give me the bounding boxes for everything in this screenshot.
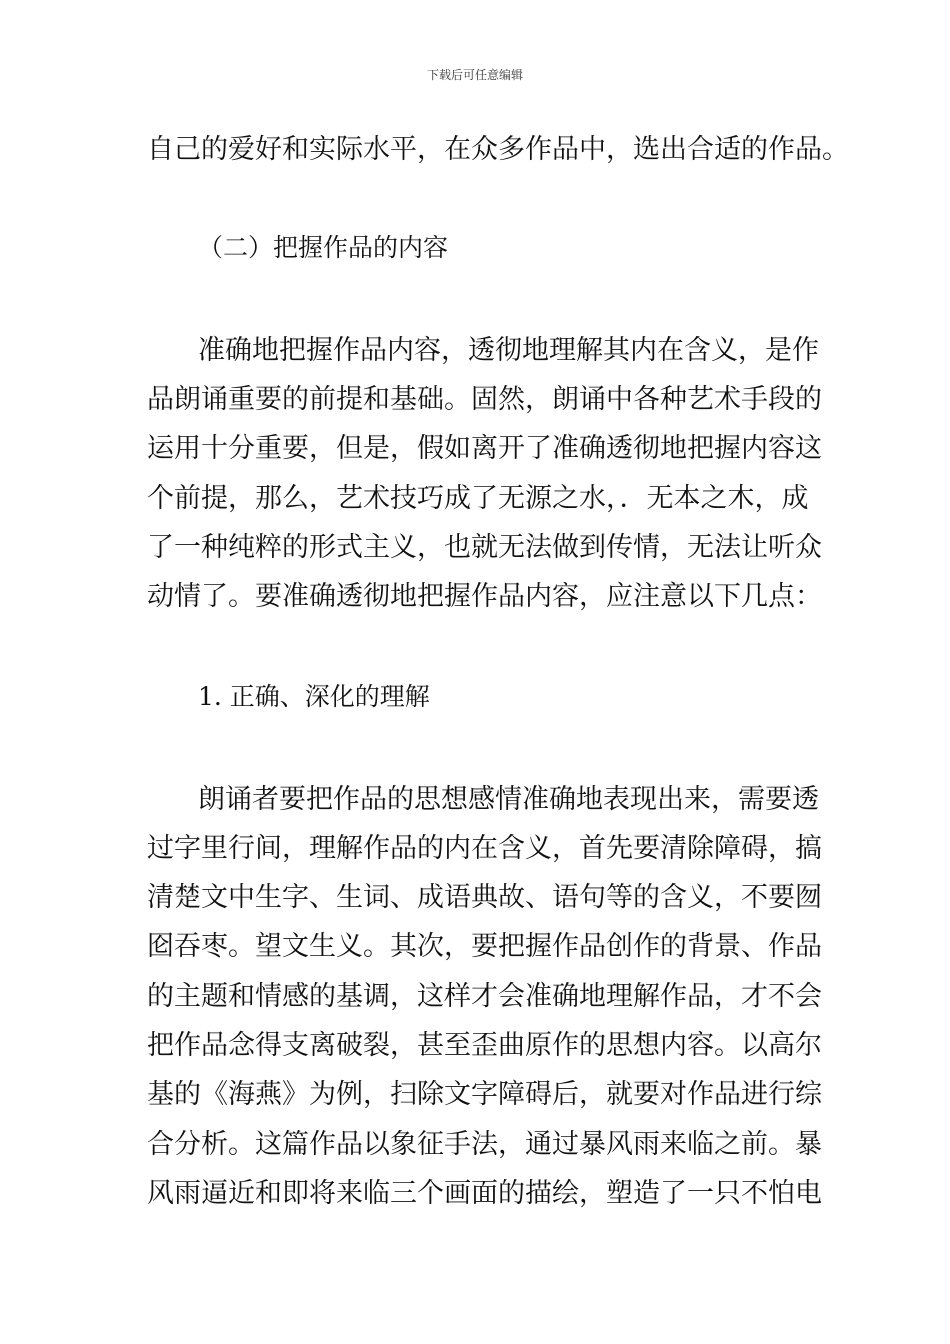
- paragraph-line: 合分析。这篇作品以象征手法，通过暴风雨来临之前。暴: [147, 1129, 822, 1160]
- paragraph-line: 把作品念得支离破裂，甚至歪曲原作的思想内容。以高尔: [147, 1030, 822, 1061]
- paragraph-line: 运用十分重要，但是，假如离开了准确透彻地把握内容这: [147, 433, 822, 464]
- paragraph-line: 准确地把握作品内容，透彻地理解其内在含义，是作: [198, 335, 819, 366]
- paragraph-line: 动情了。要准确透彻地把握作品内容，应注意以下几点：: [147, 581, 822, 612]
- subheading: 1. 正确、深化的理解: [198, 682, 430, 711]
- paragraph-line: 基的《海燕》为例，扫除文字障碍后，就要对作品进行综: [147, 1079, 822, 1110]
- paragraph-line: 过字里行间，理解作品的内在含义，首先要清除障碍，搞: [147, 833, 822, 864]
- paragraph-line: 的主题和情感的基调，这样才会准确地理解作品，才不会: [147, 981, 822, 1012]
- body-text-line: 自己的爱好和实际水平，在众多作品中，选出合适的作品。: [147, 134, 849, 165]
- section-heading: （二）把握作品的内容: [198, 233, 449, 262]
- paragraph-line: 囵吞枣。望文生义。其次，要把握作品创作的背景、作品: [147, 931, 822, 962]
- paragraph-line: 风雨逼近和即将来临三个画面的描绘，塑造了一只不怕电: [147, 1178, 822, 1209]
- paragraph-line: 朗诵者要把作品的思想感情准确地表现出来，需要透: [198, 784, 819, 815]
- paragraph-line: 了一种纯粹的形式主义，也就无法做到传情，无法让听众: [147, 532, 822, 563]
- paragraph-line: 个前提，那么，艺术技巧成了无源之水，．无本之木，成: [147, 483, 809, 514]
- page-header-note: 下载后可任意编辑: [426, 68, 523, 82]
- paragraph-line: 清楚文中生字、生词、成语典故、语句等的含义，不要囫: [147, 882, 822, 913]
- paragraph-line: 品朗诵重要的前提和基础。固然，朗诵中各种艺术手段的: [147, 384, 822, 415]
